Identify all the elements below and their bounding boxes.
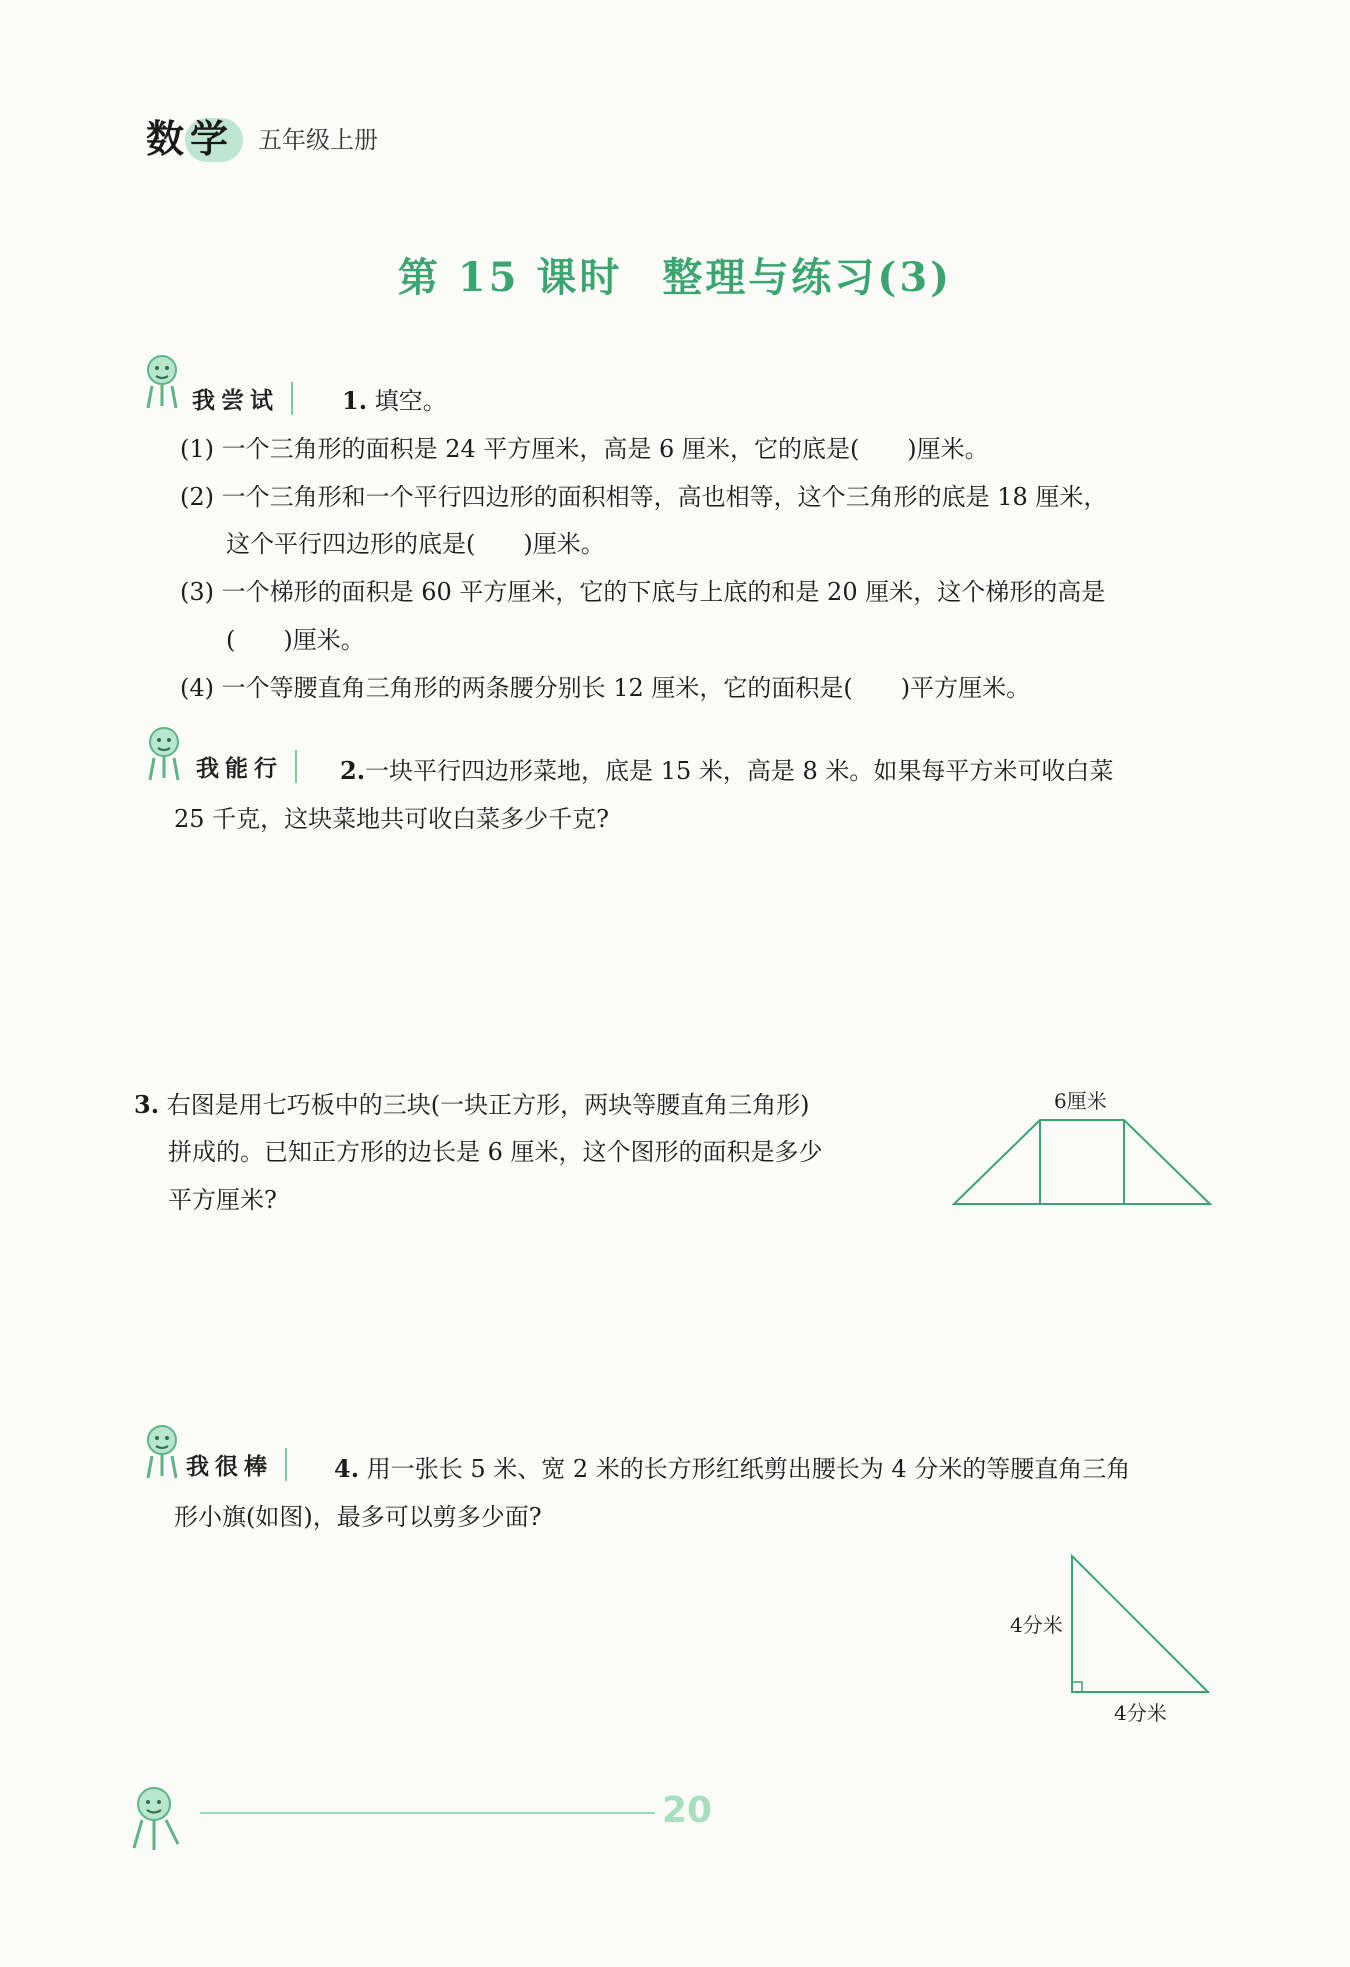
triangle-outline [1072,1556,1208,1692]
page-title [0,246,1350,303]
question-1-item-3-cont: ( )厘米。 [226,626,365,654]
question-1-item-3: (3) 一个梯形的面积是 60 平方厘米，它的下底与上底的和是 20 厘米，这个梯形的高是 [180,578,1106,606]
question-3-line-1 [134,1088,809,1122]
question-3-text: 右图是用七巧板中的三块(一块正方形，两块等腰直角三角形) [166,1091,810,1119]
question-1-item-1: (1) 一个三角形的面积是 24 平方厘米，高是 6 厘米，它的底是( )厘米。 [180,435,989,463]
trapezoid-top-label: 6厘米 [1054,1089,1107,1113]
mascot-icon [138,350,190,412]
question-4-line-1 [334,1452,1130,1486]
question-1-item-2: (2) 一个三角形和一个平行四边形的面积相等，高也相等，这个三角形的底是 18 厘米， [180,483,1108,511]
lesson-topic: 整理与练习(3) [662,254,953,301]
header-grade: 五年级上册 [258,126,378,154]
question-3-number: 3. [134,1090,160,1119]
header-subject: 数学 [146,117,235,161]
question-4-text: 用一张长 5 米、宽 2 米的长方形红纸剪出腰长为 4 分米的等腰直角三角 [366,1455,1131,1483]
question-2-line-2: 25 千克，这块菜地共可收白菜多少千克? [174,805,610,833]
question-1-title [342,384,447,418]
question-2-line-1 [340,754,1113,788]
page-number: 20 [662,1790,713,1831]
right-angle-mark [1072,1682,1082,1692]
lesson-number: 第 15 课时 [397,254,623,301]
footer-divider [200,1812,655,1814]
triangle-vertical-label: 4分米 [1010,1613,1063,1637]
question-3-line-2: 拼成的。已知正方形的边长是 6 厘米，这个图形的面积是多少 [168,1138,823,1166]
section-tag-try: 我尝试 [192,382,293,415]
question-4-line-2: 形小旗(如图)，最多可以剪多少面? [174,1503,542,1531]
trapezoid-outline [954,1120,1210,1204]
question-3-line-3: 平方厘米? [168,1186,277,1214]
footer-mascot-icon [124,1780,194,1854]
question-2-number: 2. [340,756,366,785]
question-1-item-4: (4) 一个等腰直角三角形的两条腰分别长 12 厘米，它的面积是( )平方厘米。 [180,674,1031,702]
question-1-number: 1. [342,386,368,415]
question-4-number: 4. [334,1454,360,1483]
question-1-item-2-cont: 这个平行四边形的底是( )厘米。 [226,530,605,558]
question-1-text: 填空。 [374,387,447,415]
question-2-text: 一块平行四边形菜地，底是 15 米，高是 8 米。如果每平方米可收白菜 [365,757,1114,785]
section-tag-can: 我能行 [196,750,297,783]
section-tag-great: 我很棒 [186,1448,287,1481]
triangle-horizontal-label: 4分米 [1114,1701,1167,1725]
trapezoid-figure [948,1080,1218,1210]
mascot-icon [140,722,192,784]
mascot-icon [138,1420,190,1482]
right-triangle-figure [1006,1548,1222,1728]
